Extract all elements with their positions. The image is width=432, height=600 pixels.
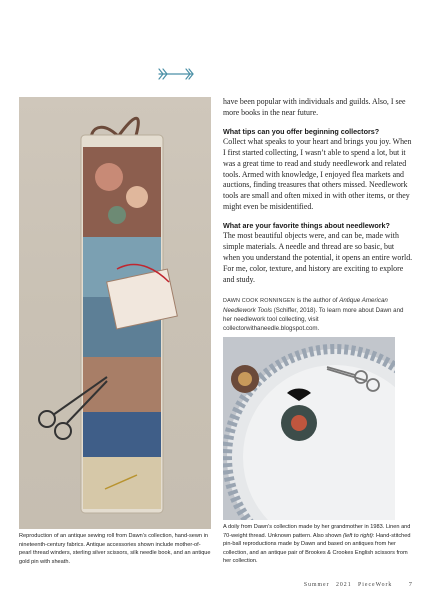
body-paragraph: Collect what speaks to your heart and brings you joy. When I first started collecting, I wasn’t able to spend a lot, but it was a great time to read and study needlework and related tools. Armed with knowledge, I enjoyed flea markets and auctions, finding treasures that others missed. Needlework tools are small and often mixed in with other items, or they might even be misidentified.: [223, 136, 412, 212]
page-footer: [300, 581, 413, 588]
author-name: DAWN COOK RONNINGEN: [223, 297, 295, 304]
footer-year: 2021: [336, 582, 352, 588]
author-bio: DAWN COOK RONNINGEN is the author of Antique American Needlework Tools (Schiffer, 2018). To learn more about Dawn and her needlework tool collecting, visit collectorwithaneedle.blogspot.com.: [223, 296, 404, 332]
body-paragraph: The most beautiful objects were, and can be, made with simple materials. A needle and thread are so basic, but when you understand the potential, it opens an entire world. For me, color, texture, and history are exciting to explore and study.: [223, 231, 413, 284]
caption-right: A doily from Dawn’s collection made by her grandmother in 1983. Linen and 70-weight thread. Unknown pattern. Also shown (left to right): Hand-stitched pin-ball reproductions made by Dawn and based on antiques from her collection, and an antique pair of Brookes & Crookes English scissors from her collection.: [223, 524, 411, 565]
question-heading: What tips can you offer beginning collectors?: [223, 126, 380, 136]
page-number: 7: [408, 581, 413, 588]
arrow-ornament-icon: [157, 66, 195, 82]
article-column: [223, 97, 413, 333]
footer-season: Summer: [303, 582, 330, 588]
book-title: Antique American Needlework Tools: [223, 296, 388, 314]
doily-photo: [223, 337, 395, 520]
footer-magazine: PieceWork: [358, 582, 393, 588]
caption-left: Reproduction of an antique sewing roll from Dawn’s collection, hand-sewn in nineteenth-century fabrics. Antique accessories shown include mother-of-pearl thread winders, sterling silver scissors, silk needle book, and an antique gold pin with sheath.: [19, 533, 211, 565]
body-paragraph: have been popular with individuals and guilds. Also, I see more books in the near future.: [223, 97, 406, 117]
sewing-roll-photo: [19, 97, 211, 529]
question-heading: What are your favorite things about needlework?: [223, 221, 390, 231]
